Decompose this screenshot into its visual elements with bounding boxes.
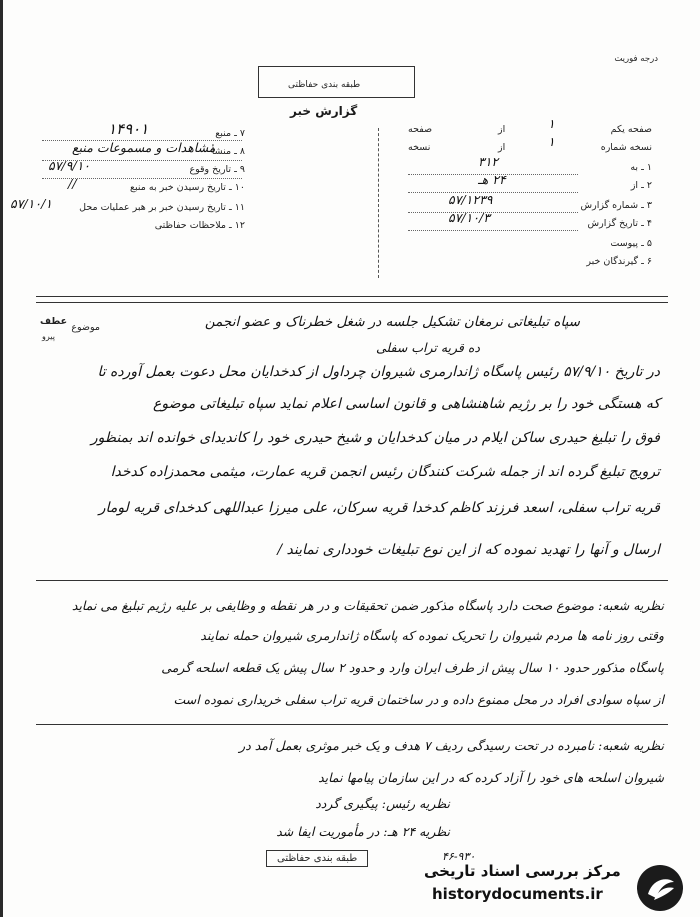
scan-edge	[0, 0, 3, 917]
watermark-name: مرکز بررسی اسناد تاریخی	[424, 862, 621, 880]
closing-line: نظریه رئیس: پیگیری گردد	[315, 796, 450, 811]
field-label: ۱۲ ـ ملاحظات حفاظتی	[154, 220, 245, 231]
classification-top: طبقه بندی حفاظتی	[288, 80, 361, 90]
field-value: //	[68, 176, 77, 191]
archive-logo-icon	[634, 862, 686, 918]
field-line	[408, 212, 578, 213]
field-mid: از	[498, 124, 506, 135]
section-rule	[36, 580, 668, 581]
subject-subline: ده قریه تراب سفلی	[375, 340, 480, 355]
field-value: ۵۷/۱۲۳۹	[448, 192, 493, 207]
field-end: نسخه	[408, 142, 431, 153]
field-value: ۱۴۹۰۱	[108, 120, 149, 138]
field-label: ۴ ـ تاریخ گزارش	[587, 218, 652, 229]
field-label: ۲ ـ از	[630, 180, 652, 191]
body-line: ارسال و آنها را تهدید نموده که از این نوع تبلیغات خودداری نمایند /	[277, 542, 660, 558]
column-divider	[378, 128, 379, 278]
field-label: ۱ ـ به	[630, 162, 652, 173]
field-label: ۸ ـ منشأ	[211, 146, 245, 157]
field-mid: از	[498, 142, 506, 153]
section-rule-2	[36, 724, 668, 725]
watermark-url: historydocuments.ir	[432, 885, 603, 903]
field-label: ۵ ـ پیوست	[610, 238, 652, 249]
field-label: ۹ ـ تاریخ وقوع	[189, 164, 245, 175]
field-label: ۱۱ ـ تاریخ رسیدن خبر بر هبر عملیات محل	[79, 202, 245, 213]
subject-side-sub: پیرو	[42, 332, 55, 341]
field-line	[408, 230, 578, 231]
field-label: ۷ ـ منبع	[215, 128, 245, 139]
body-line: در تاریخ ۵۷/۹/۱۰ رئیس پاسگاه ژاندارمری شیروان چرداول از کدخدایان محل دعوت بعمل آورده تا	[97, 364, 660, 380]
field-label: ۳ ـ شماره گزارش	[580, 200, 652, 211]
field-value: مشاهدات و مسموعات منبع	[72, 140, 216, 155]
comment-line: وقتی روز نامه ها مردم شیروان را تحریک نموده که پاسگاه ژاندارمری شیروان حمله نمایند	[200, 628, 664, 643]
urgency-label: درجه فوریت	[614, 54, 658, 64]
field-label: ۶ ـ گیرندگان خبر	[586, 256, 652, 267]
closing-line: نظریه ۲۴ هـ: در مأموریت ایفا شد	[276, 824, 450, 839]
body-line: فوق را تبلیغ حیدری ساکن ایلام در میان کدخدایان و شیخ حیدری خود را کاندیدای خوانده اند بمنظور	[90, 430, 660, 446]
field-value: ۵۷/۹/۱۰	[48, 158, 90, 173]
field-value: ۱	[548, 116, 555, 131]
subject-side-label: عطف	[40, 316, 68, 327]
field-label: نسخه شماره	[600, 142, 652, 153]
body-line: که هستگی خود را بر رژیم شاهنشاهی و قانون اساسی اعلام نماید سپاه تبلیغاتی موضوع	[152, 396, 660, 412]
rule-top-2	[36, 302, 668, 303]
comment-line: پاسگاه مذکور حدود ۱۰ سال پیش از طرف ایران وارد و حدود ۲ سال پیش یک قطعه اسلحه گرمی	[161, 660, 664, 675]
body-line: قریه تراب سفلی، اسعد فرزند کاظم کدخدا قریه سرکان، علی میرزا عبداللهی کدخدای قریه لومار	[98, 500, 660, 516]
field-line	[408, 192, 578, 193]
comment-line: نظریه شعبه: موضوع صحت دارد پاسگاه مذکور ضمن تحقیقات و در هر نقطه و وظایفی بر علیه رژیم تبلیغ می نماید	[71, 598, 664, 613]
field-value: ۲۴ هـ	[478, 172, 506, 187]
body-line: ترویج تبلیغ گرده اند از جمله شرکت کنندگان رئیس انجمن قریه عمارت، میثمی محمدزاده کدخدا	[110, 464, 660, 480]
comment-line: شیروان اسلحه های خود را آزاد کرده که در این سازمان پیامها نماید	[318, 770, 664, 785]
field-label: صفحه یکم	[610, 124, 652, 135]
comment-line: نظریه شعبه: نامبرده در تحت رسیدگی ردیف ۷ هدف و یک خبر موثری بعمل آمد در	[239, 738, 664, 753]
field-value: ۵۷/۱۰/۳	[448, 210, 490, 225]
field-label: ۱۰ ـ تاریخ رسیدن خبر به منبع	[130, 182, 245, 193]
field-value: ۱	[548, 134, 555, 149]
comment-line: از سپاه سوادی افراد در محل ممنوع داده و در ساختمان قریه تراب سفلی خریداری نموده است	[173, 692, 664, 707]
field-value: ۵۷/۱۰/۱	[10, 196, 52, 211]
footer-classification-stamp: طبقه بندی حفاظتی	[266, 850, 368, 867]
document-title: گزارش خبر	[290, 104, 358, 118]
field-value: ۳۱۲	[478, 154, 499, 169]
subject-text: سپاه تبلیغاتی نرمغان تشکیل جلسه در شغل خطرناک و عضو انجمن	[204, 314, 580, 330]
field-end: صفحه	[408, 124, 433, 135]
file-code: ۴۶-۹۳۰	[442, 850, 476, 863]
rule-top	[36, 296, 668, 297]
subject-label: موضوع	[71, 322, 100, 333]
